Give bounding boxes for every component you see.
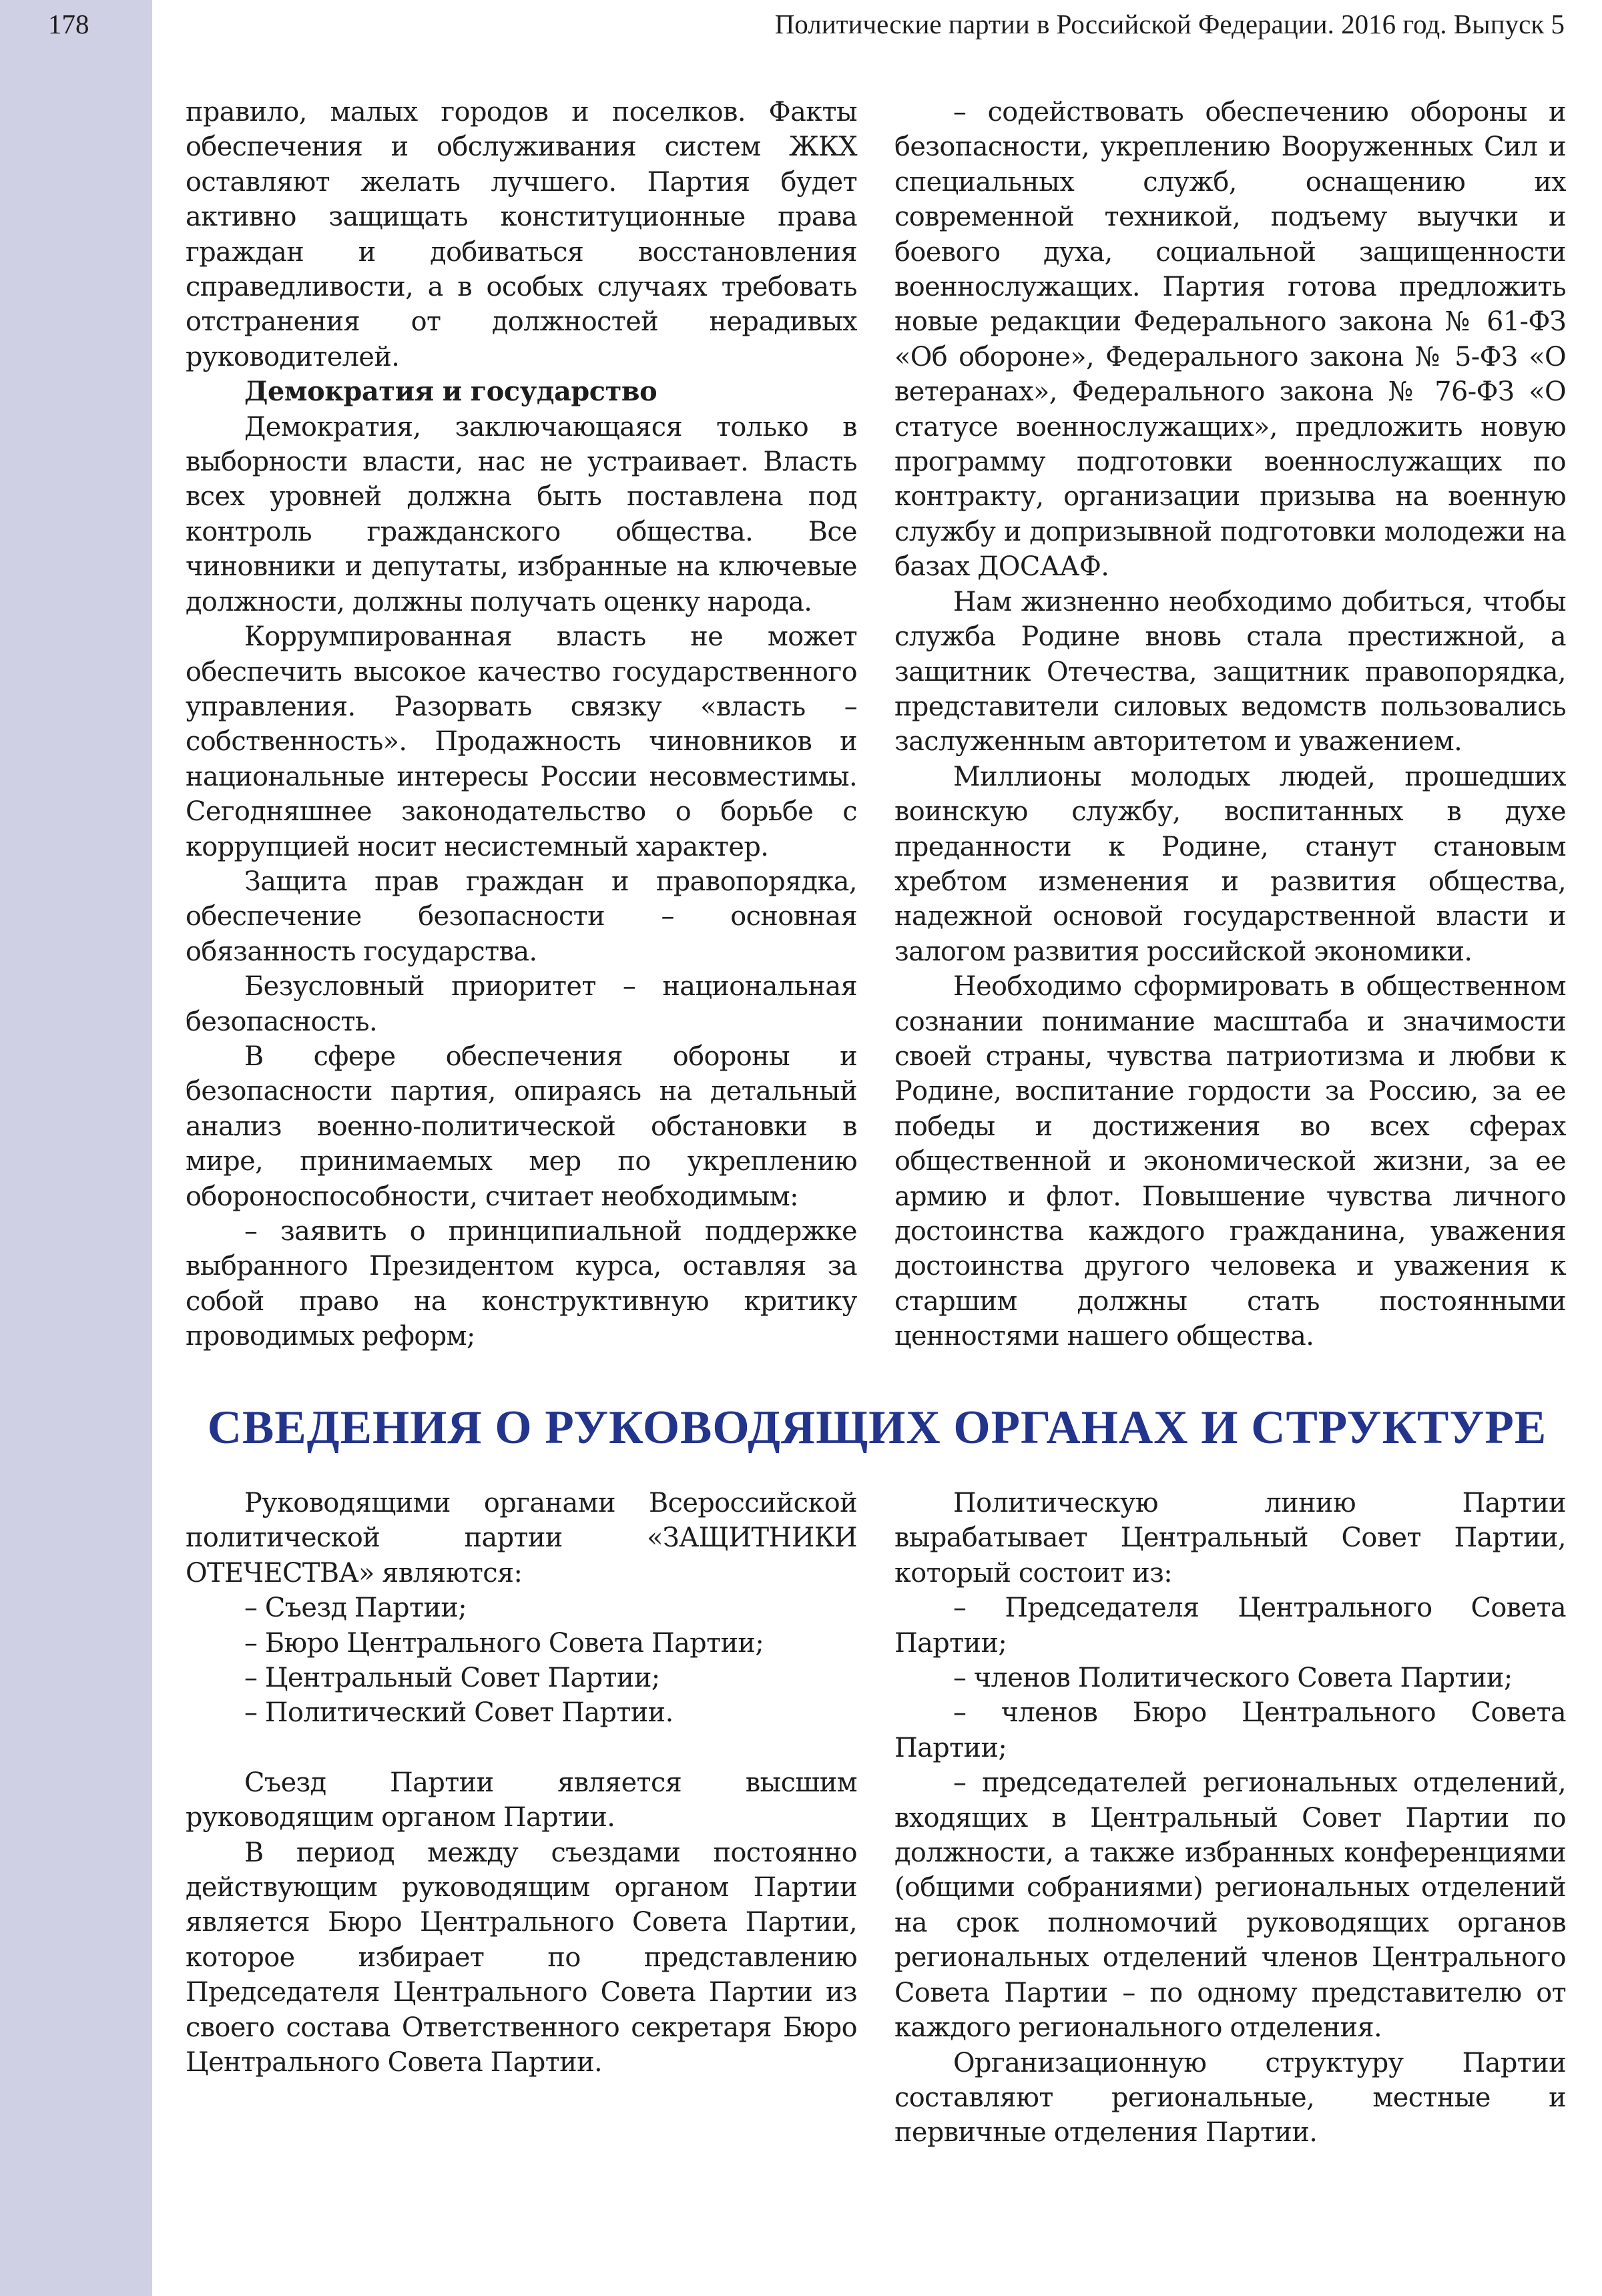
- paragraph: Необходимо сформировать в общественном сознании понимание масштаба и значимости своей страны, чувства патриотизма и любви к Родине, воспитание гордости за Россию, за ее победы и достижения во всех сферах общественной и экономической жизни, за ее армию и флот. Повышение чувства личного достоинства каждого гражданина, уважения достоинства другого человека и уважения к старшим должны стать постоянными ценностями нашего общества.: [894, 971, 1566, 1352]
- top-left-column: [186, 95, 857, 1354]
- paragraph: Руководящими органами Всероссийской политической партии «ЗАЩИТНИКИ ОТЕЧЕСТВА» являются:: [186, 1488, 857, 1589]
- page-number: 178: [48, 9, 89, 39]
- list-item: – Съезд Партии;: [244, 1593, 467, 1624]
- list-item: – Председателя Центрального Совета Партии;: [894, 1593, 1566, 1659]
- list-item: – Политический Совет Партии.: [244, 1697, 674, 1729]
- paragraph: Политическую линию Партии вырабатывает Центральный Совет Партии, который состоит из:: [894, 1488, 1566, 1589]
- section-title: СВЕДЕНИЯ О РУКОВОДЯЩИХ ОРГАНАХ И СТРУКТУРЕ: [207, 1402, 1547, 1454]
- bottom-right-column: [894, 1486, 1566, 2150]
- page-header: [0, 4, 1602, 44]
- paragraph: Организационную структуру Партии составляют региональные, местные и первичные отделения Партии.: [894, 2047, 1566, 2148]
- paragraph: Миллионы молодых людей, прошедших воинскую службу, воспитанных в духе преданности к Родине, станут становым хребтом изменения и развития общества, надежной основой государственной власти и залогом развития российской экономики.: [894, 761, 1566, 967]
- paragraph: В период между съездами постоянно действующим руководящим органом Партии является Бюро Центрального Совета Партии, которое избирает по представлению Председателя Центрального Совета Партии из своего состава Ответственного секретаря Бюро Центрального Совета Партии.: [186, 1837, 857, 2078]
- paragraph: правило, малых городов и поселков. Факты обеспечения и обслуживания систем ЖКХ оставляют желать лучшего. Партия будет активно защищать конституционные права граждан и добиваться восстановления справедливости, а в особых случаях требовать отстранения от должностей нерадивых руководителей.: [186, 97, 857, 372]
- paragraph: Коррумпированная власть не может обеспечить высокое качество государственного управления. Разорвать связку «власть – собственность». Продажность чиновников и национальные интересы России несовместимы. Сегодняшнее законодательство о борьбе с коррупцией носит несистемный характер.: [186, 621, 857, 862]
- list-item: – членов Бюро Центрального Совета Партии;: [894, 1697, 1566, 1763]
- list-paragraph: – содействовать обеспечению обороны и безопасности, укреплению Вооруженных Сил и специальных служб, оснащению их современной техникой, подъему выучки и боевого духа, социальной защищенности военнослужащих. Партия готова предложить новые редакции Федерального закона № 61-ФЗ «Об обороне», Федерального закона № 5-ФЗ «О ветеранах», Федерального закона № 76-ФЗ «О статусе военнослужащих», предложить новую программу подготовки военнослужащих по контракту, организации призыва на военную службу и допризывной подготовки молодежи на базах ДОСААФ.: [894, 97, 1566, 583]
- list-item: – членов Политического Совета Партии;: [953, 1663, 1513, 1694]
- bottom-left-column: [186, 1486, 857, 2080]
- list-paragraph: – заявить о принципиальной поддержке выбранного Президентом курса, оставляя за собой право на конструктивную критику проводимых реформ;: [186, 1216, 857, 1352]
- running-title: Политические партии в Российской Федерации. 2016 год. Выпуск 5: [774, 9, 1565, 39]
- list-item: – Центральный Совет Партии;: [244, 1663, 660, 1694]
- paragraph: Защита прав граждан и правопорядка, обеспечение безопасности – основная обязанность государства.: [186, 866, 857, 967]
- paragraph: Съезд Партии является высшим руководящим органом Партии.: [186, 1767, 857, 1833]
- paragraph: Безусловный приоритет – национальная безопасность.: [186, 971, 857, 1037]
- top-right-column: [894, 95, 1566, 1354]
- list-item: – Бюро Центрального Совета Партии;: [244, 1627, 764, 1659]
- list-item: – председателей региональных отделений, входящих в Центральный Совет Партии по должности, а также избранных конференциями (общими собраниями) региональных отделений на срок полномочий руководящих органов региональных отделений членов Центрального Совета Партии – по одному представителю от каждого регионального отделения.: [894, 1767, 1566, 2044]
- paragraph: В сфере обеспечения обороны и безопасности партия, опираясь на детальный анализ военно-политической обстановки в мире, принимаемых мер по укреплению обороноспособности, считает необходимым:: [186, 1041, 857, 1212]
- left-margin-band: [0, 0, 152, 2296]
- paragraph: Демократия, заключающаяся только в выборности власти, нас не устраивает. Власть всех уровней должна быть поставлена под контроль гражданского общества. Все чиновники и депутаты, избранные на ключевые должности, должны получать оценку народа.: [186, 411, 857, 617]
- subsection-heading: Демократия и государство: [244, 376, 657, 408]
- paragraph: Нам жизненно необходимо добиться, чтобы служба Родине вновь стала престижной, а защитник Отечества, защитник правопорядка, представители силовых ведомств пользовались заслуженным авторитетом и уважением.: [894, 586, 1566, 758]
